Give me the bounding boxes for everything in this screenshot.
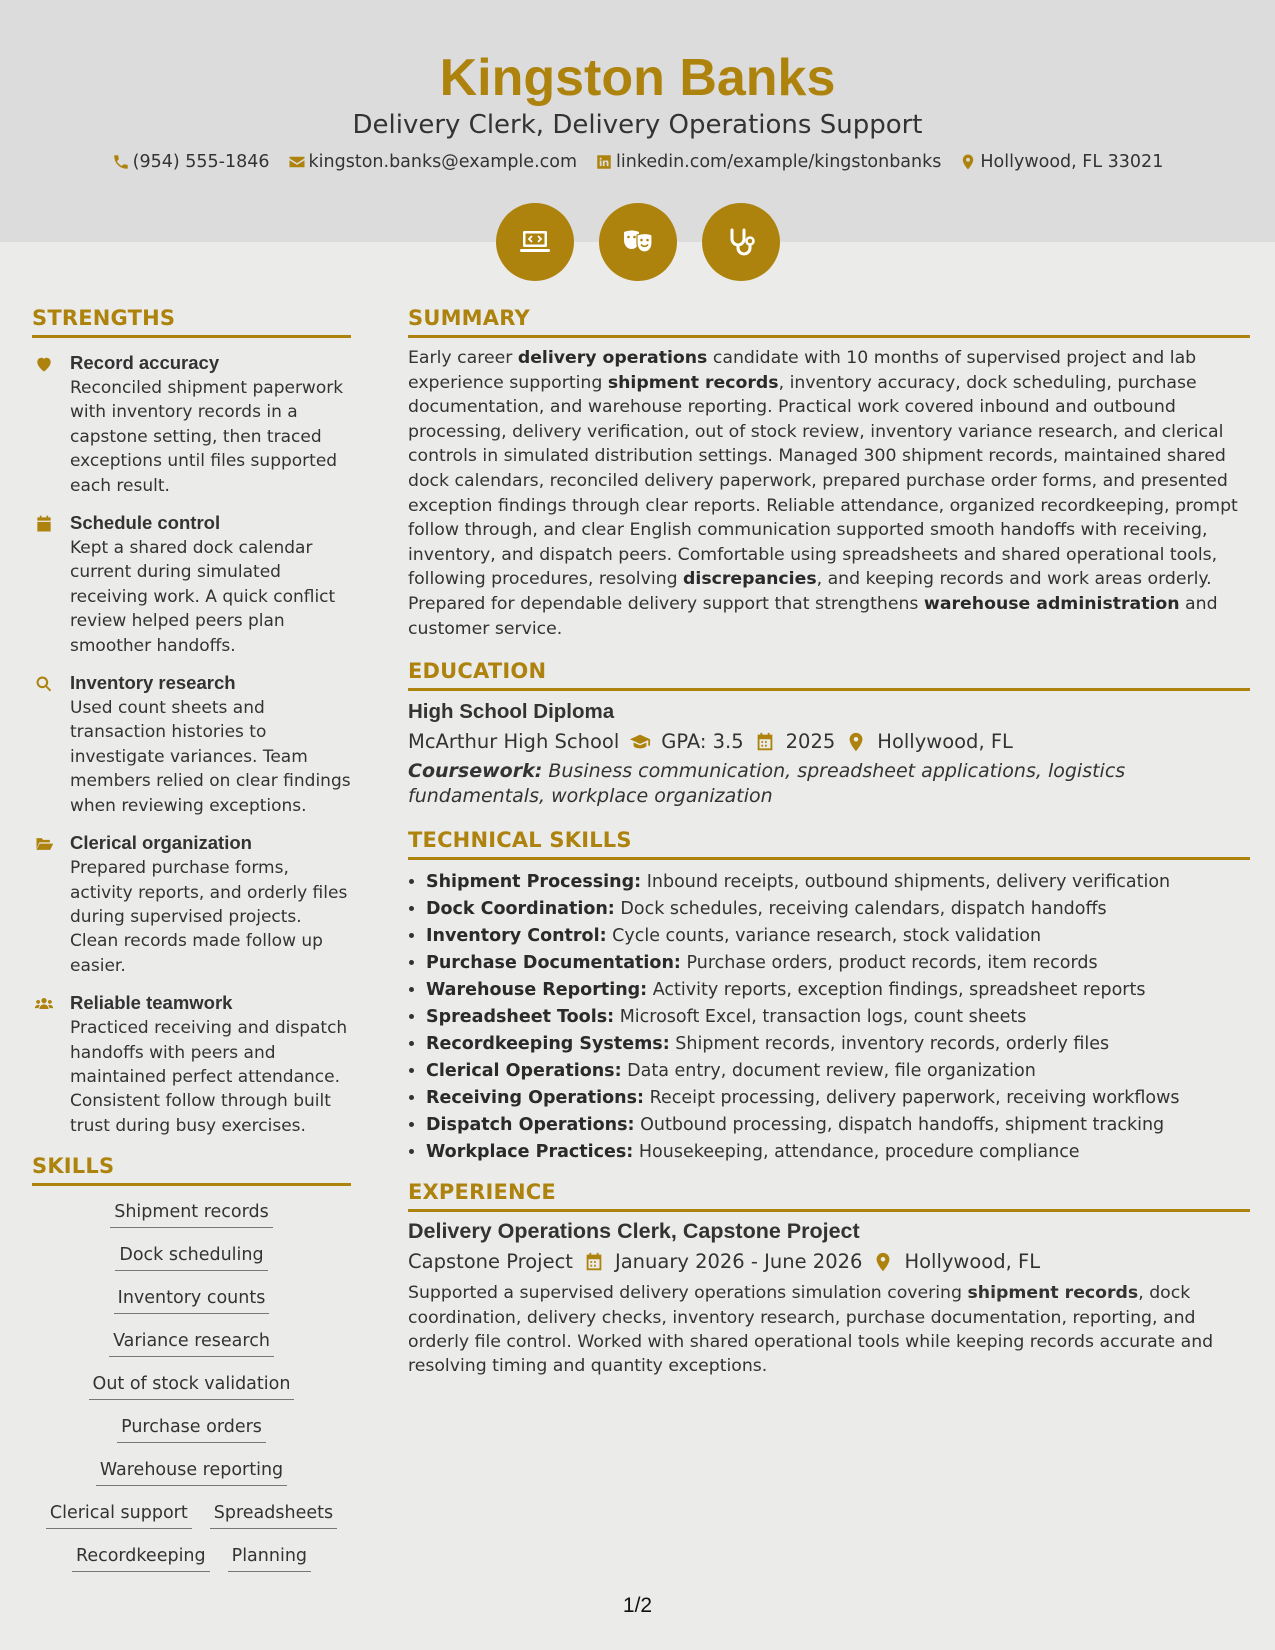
calendar-icon <box>754 731 776 753</box>
skill-tag: Shipment records <box>110 1196 273 1228</box>
hobby-circle-medicine <box>702 203 780 281</box>
skill-value: Cycle counts, variance research, stock validation <box>612 926 1042 947</box>
skill-label: Recordkeeping Systems: <box>426 1034 670 1055</box>
search-icon <box>34 674 54 694</box>
stethoscope-icon <box>721 222 761 262</box>
skill-value: Housekeeping, attendance, procedure compliance <box>638 1142 1080 1163</box>
skill-value: Microsoft Excel, transaction logs, count sheets <box>619 1007 1027 1028</box>
strength-item <box>32 990 351 1138</box>
strength-item <box>32 510 351 658</box>
summary-part: , and keeping records and work areas orderly. Prepared for dependable delivery support that strengthens <box>408 569 1212 614</box>
list-item <box>426 1031 1250 1058</box>
skill-label: Dispatch Operations: <box>426 1115 635 1136</box>
heart-icon <box>34 354 54 374</box>
skill-tag: Spreadsheets <box>210 1497 337 1529</box>
calendar-icon <box>583 1251 605 1273</box>
school-location: Hollywood, FL <box>877 730 1013 754</box>
education-heading: EDUCATION <box>408 659 1250 691</box>
graduation-year: 2025 <box>785 730 836 754</box>
skill-tag: Recordkeeping <box>72 1540 210 1572</box>
list-item <box>426 1004 1250 1031</box>
list-item <box>426 1112 1250 1139</box>
left-column <box>32 306 351 1572</box>
job-dates: January 2026 - June 2026 <box>614 1250 863 1274</box>
strength-item <box>32 350 351 498</box>
summary-keyword: delivery operations <box>517 348 708 368</box>
envelope-icon <box>288 153 306 171</box>
summary-heading: SUMMARY <box>408 306 1250 338</box>
strength-desc: Practiced receiving and dispatch handoffs with peers and maintained perfect attendance. Consistent follow through built trust during busy exercises. <box>70 1018 348 1136</box>
job-desc-keyword: shipment records <box>967 1283 1139 1304</box>
organization: Capstone Project <box>408 1250 573 1274</box>
strength-title: Record accuracy <box>70 352 220 373</box>
job-title: Delivery Operations Clerk, Capstone Project <box>408 1219 860 1244</box>
strength-desc: Kept a shared dock calendar current during simulated receiving work. A quick conflict review helped peers plan smoother handoffs. <box>70 538 336 656</box>
technical-skills-heading: TECHNICAL SKILLS <box>408 828 1250 860</box>
phone-icon <box>112 153 130 171</box>
summary-part: , inventory accuracy, dock scheduling, purchase documentation, and warehouse reporting. Practical work covered inbound and outbound processing, delivery verification, out of stock review, inventory variance research, and clerical controls in simulated distribution settings. Managed 300 shipment records, maintained shared dock calendars, reconciled delivery paperwork, prepared purchase order forms, and presented exception findings through clear reports. Reliable attendance, organized recordkeeping, prompt follow through, and clear English communication supported smooth handoffs with receiving, inventory, and dispatch peers. Comfortable using spreadsheets and shared operational tools, following procedures, resolving <box>408 372 1238 590</box>
contact-phone <box>112 152 270 172</box>
skills-heading: SKILLS <box>32 1154 351 1186</box>
map-pin-icon <box>845 731 867 753</box>
skill-tag: Out of stock validation <box>89 1368 295 1400</box>
summary-part: Early career <box>408 348 518 368</box>
contact-location <box>959 152 1163 172</box>
skill-tag: Inventory counts <box>114 1282 270 1314</box>
strength-title: Clerical organization <box>70 832 252 854</box>
hobby-icons <box>0 203 1275 281</box>
skill-value: Outbound processing, dispatch handoffs, shipment tracking <box>640 1115 1165 1136</box>
calendar-icon <box>34 514 54 534</box>
folder-open-icon <box>34 834 54 854</box>
linkedin-text: linkedin.com/example/kingstonbanks <box>616 152 942 172</box>
job-location: Hollywood, FL <box>904 1250 1041 1274</box>
technical-skills-list <box>408 869 1250 1166</box>
education-meta <box>408 730 1250 753</box>
skill-tag: Dock scheduling <box>115 1239 267 1271</box>
list-item <box>426 869 1250 896</box>
theater-masks-icon <box>618 222 658 262</box>
map-pin-icon <box>959 153 977 171</box>
skill-value: Shipment records, inventory records, orderly files <box>675 1034 1110 1055</box>
skill-label: Inventory Control: <box>426 926 607 947</box>
skill-tag: Planning <box>228 1540 311 1572</box>
coursework <box>408 759 1250 808</box>
skill-label: Shipment Processing: <box>426 872 642 893</box>
location-text: Hollywood, FL 33021 <box>980 152 1164 172</box>
job-desc-part: Supported a supervised delivery operations simulation covering <box>408 1283 968 1304</box>
skills-section <box>32 1154 351 1572</box>
strengths-list <box>32 350 351 1138</box>
strength-title: Reliable teamwork <box>70 992 233 1014</box>
education-section <box>408 659 1250 808</box>
contact-bar <box>0 152 1275 172</box>
strength-desc: Used count sheets and transaction histories to investigate variances. Team members relied on clear findings when reviewing exceptions. <box>70 698 351 816</box>
gpa-text: GPA: 3.5 <box>661 730 744 754</box>
school-name: McArthur High School <box>408 730 620 754</box>
experience-meta <box>408 1250 1250 1273</box>
skill-value: Data entry, document review, file organization <box>627 1061 1036 1082</box>
skill-tags <box>32 1196 351 1572</box>
strength-title: Schedule control <box>70 512 221 534</box>
strength-item <box>32 670 351 818</box>
list-item <box>426 1058 1250 1085</box>
strength-item <box>32 830 351 978</box>
strength-title: Inventory research <box>70 672 236 694</box>
skill-value: Receipt processing, delivery paperwork, receiving workflows <box>649 1088 1180 1109</box>
skill-label: Workplace Practices: <box>426 1142 634 1163</box>
contact-linkedin[interactable] <box>595 152 941 172</box>
skill-tag: Variance research <box>109 1325 274 1357</box>
skill-value: Purchase orders, product records, item records <box>686 953 1098 974</box>
candidate-name: Kingston Banks <box>439 49 836 107</box>
skill-value: Activity reports, exception findings, spreadsheet reports <box>652 980 1146 1001</box>
hobby-circle-theater <box>599 203 677 281</box>
coursework-label: Coursework: <box>408 760 543 783</box>
skill-label: Receiving Operations: <box>426 1088 645 1109</box>
skill-value: Inbound receipts, outbound shipments, delivery verification <box>646 872 1171 893</box>
page-number: 1/2 <box>622 1594 653 1617</box>
experience-section <box>408 1180 1250 1379</box>
graduation-cap-icon <box>629 731 651 753</box>
summary-part: candidate with 10 months of supervised project and lab experience supporting <box>408 348 1197 393</box>
map-pin-icon <box>872 1251 894 1273</box>
strengths-heading: STRENGTHS <box>32 306 351 338</box>
skill-label: Dock Coordination: <box>426 899 615 920</box>
list-item <box>426 923 1250 950</box>
summary-part: and customer service. <box>408 593 1218 639</box>
job-description <box>408 1281 1250 1379</box>
technical-skills-section <box>408 828 1250 1166</box>
experience-heading: EXPERIENCE <box>408 1180 1250 1212</box>
coursework-text: Business communication, spreadsheet applications, logistics fundamentals, workplace organization <box>408 760 1126 807</box>
job-desc-part: , dock coordination, delivery checks, inventory research, purchase documentation, reporting, and orderly file control. Worked with shared operational tools while keeping records accurate and resolving timing and quantity exceptions. <box>408 1283 1214 1377</box>
summary-keyword: warehouse administration <box>923 593 1180 614</box>
email-text: kingston.banks@example.com <box>308 152 578 172</box>
laptop-code-icon <box>515 222 555 262</box>
hobby-circle-coding <box>496 203 574 281</box>
skill-label: Clerical Operations: <box>426 1061 622 1082</box>
degree-title: High School Diploma <box>408 700 615 724</box>
linkedin-icon <box>595 153 613 171</box>
skill-label: Warehouse Reporting: <box>426 980 648 1001</box>
right-column <box>408 306 1250 1379</box>
list-item <box>426 896 1250 923</box>
skill-tag: Clerical support <box>46 1497 192 1529</box>
users-icon <box>34 994 54 1014</box>
contact-email[interactable] <box>288 152 577 172</box>
list-item <box>426 977 1250 1004</box>
list-item <box>426 1139 1250 1166</box>
skill-label: Spreadsheet Tools: <box>426 1007 615 1028</box>
skill-tag: Warehouse reporting <box>96 1454 287 1486</box>
phone-text: (954) 555-1846 <box>132 152 270 172</box>
strength-desc: Prepared purchase forms, activity reports, and orderly files during supervised projects. Clean records made follow up easier. <box>70 858 348 976</box>
summary-text <box>408 346 1250 641</box>
summary-keyword: shipment records <box>607 372 779 393</box>
list-item <box>426 950 1250 977</box>
candidate-role: Delivery Clerk, Delivery Operations Support <box>352 110 923 140</box>
skill-tag: Purchase orders <box>117 1411 266 1443</box>
strength-desc: Reconciled shipment paperwork with inventory records in a capstone setting, then traced exceptions until files supported each result. <box>70 378 344 496</box>
skill-label: Purchase Documentation: <box>426 953 681 974</box>
summary-keyword: discrepancies <box>683 569 817 590</box>
list-item <box>426 1085 1250 1112</box>
skill-value: Dock schedules, receiving calendars, dispatch handoffs <box>620 899 1107 920</box>
